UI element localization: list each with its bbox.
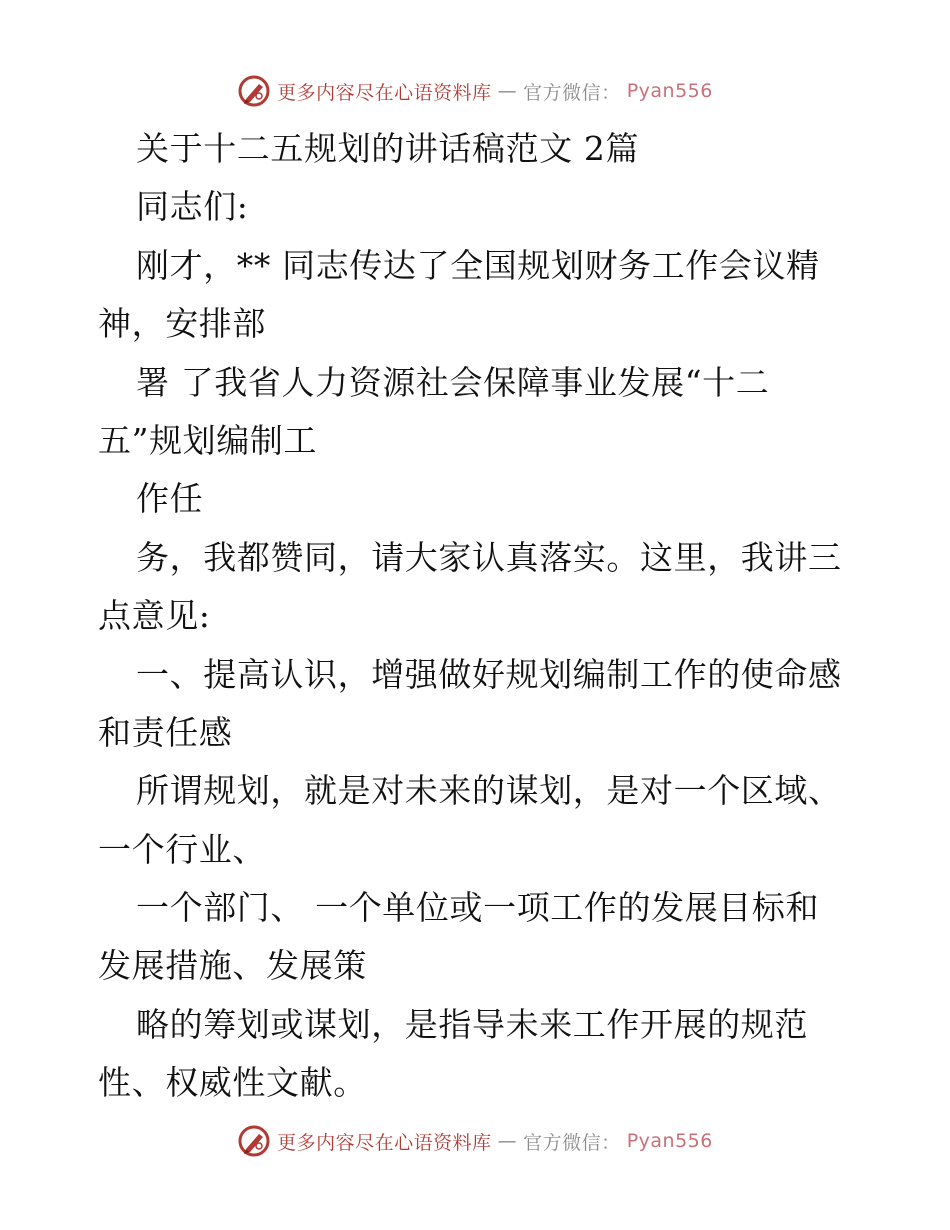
watermark-dash: —: [497, 1130, 518, 1152]
paragraph-line: 作任: [136, 479, 204, 519]
paragraph-line: 务，我都赞同，请大家认真落实。这里，我讲三: [136, 537, 842, 577]
watermark-wechat-id: Pyan556: [626, 80, 713, 102]
paragraph-line: 一个部门、 一个单位或一项工作的发展目标和: [136, 888, 820, 928]
paragraph-line: 五”规划编制工: [98, 420, 318, 460]
document-body: [98, 120, 858, 1113]
document-title: 关于十二五规划的讲话稿范文 2篇: [136, 129, 640, 168]
watermark-wechat-id: Pyan556: [626, 1130, 713, 1152]
paragraph-line: 略的筹划或谋划，是指导未来工作开展的规范: [136, 1004, 808, 1044]
watermark-brand: 更多内容尽在心语资料库: [277, 1131, 492, 1154]
footer-watermark: [0, 1124, 950, 1158]
pen-logo-icon: [237, 1124, 271, 1158]
paragraph-line: 神，安排部: [98, 304, 266, 344]
watermark-brand: 更多内容尽在心语资料库: [277, 81, 492, 104]
paragraph-line: 一个行业、: [98, 829, 266, 869]
salutation: 同志们:: [136, 187, 249, 227]
pen-logo-icon: [237, 74, 271, 108]
watermark-wechat-label: 官方微信：: [523, 1131, 621, 1154]
paragraph-line: 发展措施、发展策: [98, 946, 367, 986]
paragraph-line: 刚才，** 同志传达了全国规划财务工作会议精: [136, 245, 820, 285]
paragraph-line: 性、权威性文献。: [98, 1063, 367, 1103]
watermark-dash: —: [497, 80, 518, 102]
paragraph-line: 所谓规划，就是对未来的谋划，是对一个区域、: [136, 771, 842, 811]
header-watermark: [0, 74, 950, 108]
paragraph-line: 点意见:: [98, 596, 211, 636]
watermark-wechat-label: 官方微信：: [523, 81, 621, 104]
section-heading-cont: 和责任感: [98, 712, 233, 752]
section-heading: 一、提高认识，增强做好规划编制工作的使命感: [136, 654, 842, 694]
paragraph-line: 署 了我省人力资源社会保障事业发展“十二: [136, 362, 770, 402]
